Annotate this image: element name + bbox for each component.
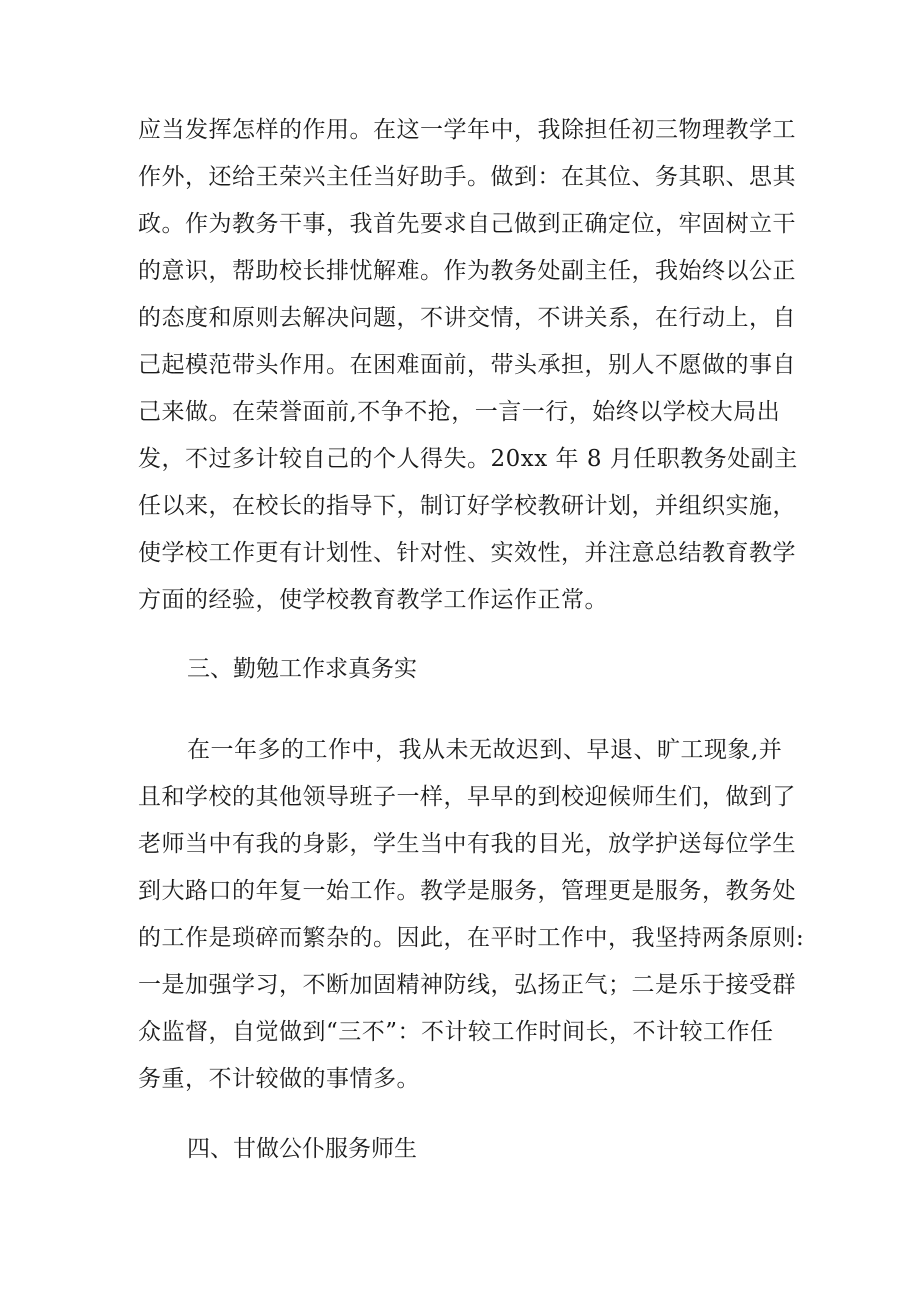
paragraph-1-line-11: 方面的经验，使学校教育教学工作运作正常。 [138,587,608,613]
section-heading-3: 三、勤勉工作求真务实 [187,656,417,682]
paragraph-2-line-8: 务重，不计较做的事情多。 [138,1066,420,1092]
paragraph-1-line-1: 应当发挥怎样的作用。在这一学年中，我除担任初三物理教学工 [138,117,796,143]
paragraph-2-line-6: 一是加强学习，不断加固精神防线，弘扬正气；二是乐于接受群 [138,972,796,998]
paragraph-2-line-2: 且和学校的其他领导班子一样，早早的到校迎候师生们，做到了 [138,784,796,810]
paragraph-1-line-9: 任以来，在校长的指导下，制订好学校教研计划，并组织实施， [138,493,796,519]
section-heading-4: 四、甘做公仆服务师生 [187,1136,417,1162]
paragraph-1-line-7: 己来做。在荣誉面前,不争不抢，一言一行，始终以学校大局出 [138,399,781,425]
paragraph-1-line-5: 的态度和原则去解决问题，不讲交情，不讲关系，在行动上，自 [138,305,796,331]
paragraph-1-line-6: 己起模范带头作用。在困难面前，带头承担，别人不愿做的事自 [138,352,796,378]
paragraph-1-line-4: 的意识，帮助校长排忧解难。作为教务处副主任，我始终以公正 [138,258,796,284]
paragraph-2-line-5: 的工作是琐碎而繁杂的。因此，在平时工作中，我坚持两条原则: [138,925,805,951]
paragraph-2-line-1: 在一年多的工作中，我从未无故迟到、早退、旷工现象,并 [187,737,783,763]
paragraph-1-line-3: 政。作为教务干事，我首先要求自己做到正确定位，牢固树立干 [138,211,796,237]
paragraph-2-line-7: 众监督，自觉做到“三不”：不计较工作时间长，不计较工作任 [138,1019,774,1045]
paragraph-1-line-2: 作外，还给王荣兴主任当好助手。做到：在其位、务其职、思其 [138,164,796,190]
paragraph-2-line-3: 老师当中有我的身影，学生当中有我的目光，放学护送每位学生 [138,831,796,857]
paragraph-1-line-10: 使学校工作更有计划性、针对性、实效性，并注意总结教育教学 [138,540,796,566]
paragraph-1-line-8: 发，不过多计较自己的个人得失。20xx 年 8 月任职教务处副主 [138,446,798,472]
paragraph-2-line-4: 到大路口的年复一始工作。教学是服务，管理更是服务，教务处 [138,878,796,904]
